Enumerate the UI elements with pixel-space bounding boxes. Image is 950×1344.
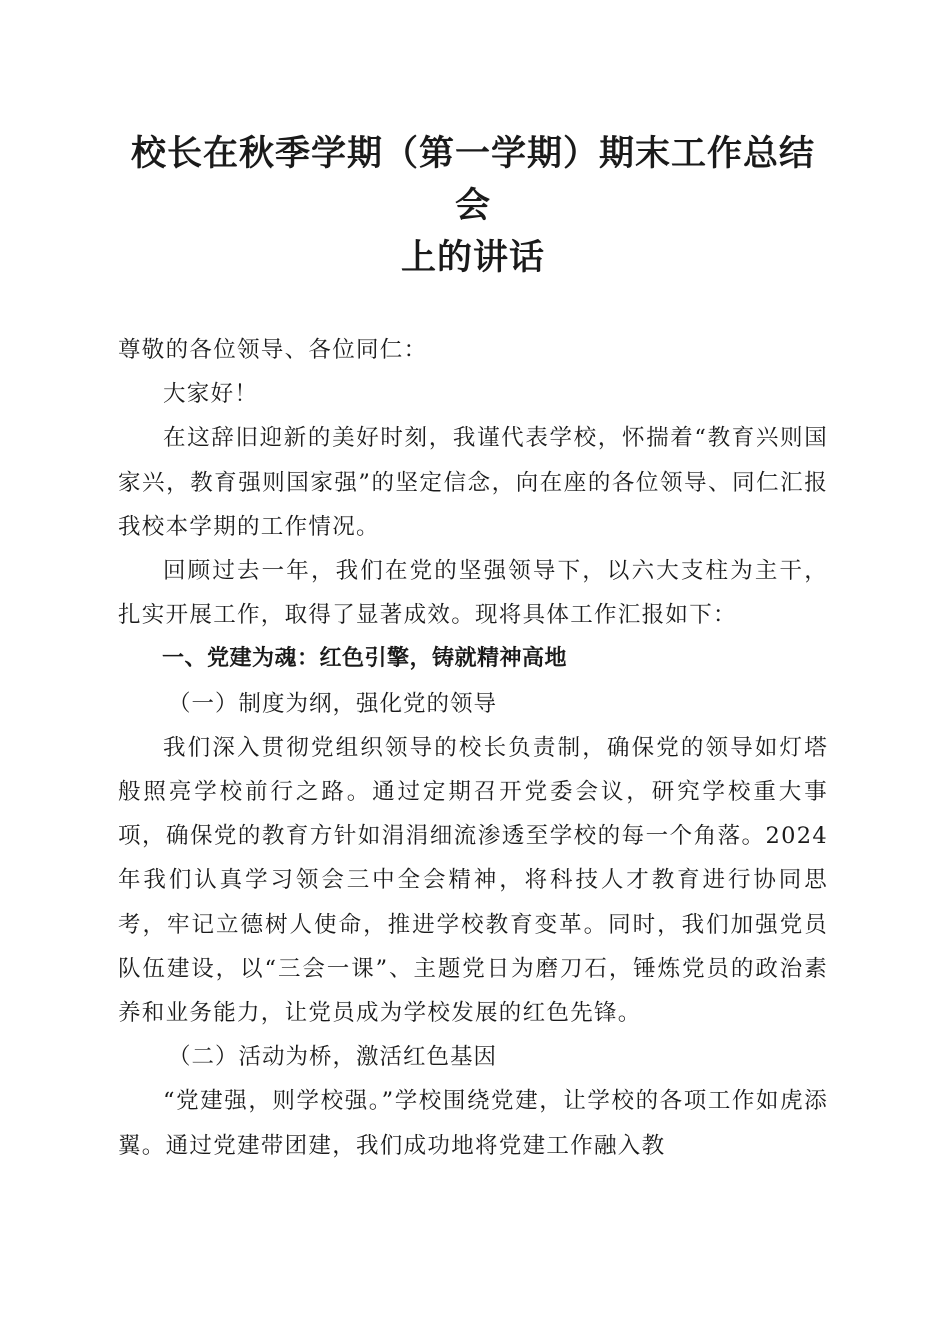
speech-title bbox=[118, 128, 828, 284]
section-heading-1: 一、党建为魂：红色引擎，铸就精神高地 bbox=[162, 646, 568, 672]
title-line-1: 校长在秋季学期（第一学期）期末工作总结会 bbox=[130, 133, 815, 226]
intro-paragraph: 在这辞旧迎新的美好时刻，我谨代表学校，怀揣着“教育兴则国家兴，教育强则国家强”的坚定信念，向在座的各位领导、同仁汇报我校本学期的工作情况。 bbox=[118, 425, 828, 540]
document-page bbox=[118, 128, 828, 1168]
review-paragraph: 回顾过去一年，我们在党的坚强领导下，以六大支柱为主干，扎实开展工作，取得了显著成效。现将具体工作汇报如下： bbox=[118, 558, 828, 629]
subsection-2-body: “党建强，则学校强。”学校围绕党建，让学校的各项工作如虎添翼。通过党建带团建，我们成功地将党建工作融入教 bbox=[118, 1088, 828, 1159]
subsection-heading-2: （二）活动为桥，激活红色基因 bbox=[168, 1044, 498, 1071]
greeting: 大家好！ bbox=[163, 381, 259, 408]
subsection-1-body: 我们深入贯彻党组织领导的校长负责制，确保党的领导如灯塔般照亮学校前行之路。通过定期召开党委会议，研究学校重大事项，确保党的教育方针如涓涓细流渗透至学校的每一个角落。2024年我们认真学习领会三中全会精神，将科技人才教育进行协同思考，牢记立德树人使命，推进学校教育变革。同时，我们加强党员队伍建设，以“三会一课”、主题党日为磨刀石，锤炼党员的政治素养和业务能力，让党员成为学校发展的红色先锋。 bbox=[118, 734, 828, 1027]
title-line-2: 上的讲话 bbox=[400, 237, 545, 278]
salutation: 尊敬的各位领导、各位同仁： bbox=[118, 337, 428, 363]
subsection-heading-1: （一）制度为纲，强化党的领导 bbox=[168, 690, 498, 717]
